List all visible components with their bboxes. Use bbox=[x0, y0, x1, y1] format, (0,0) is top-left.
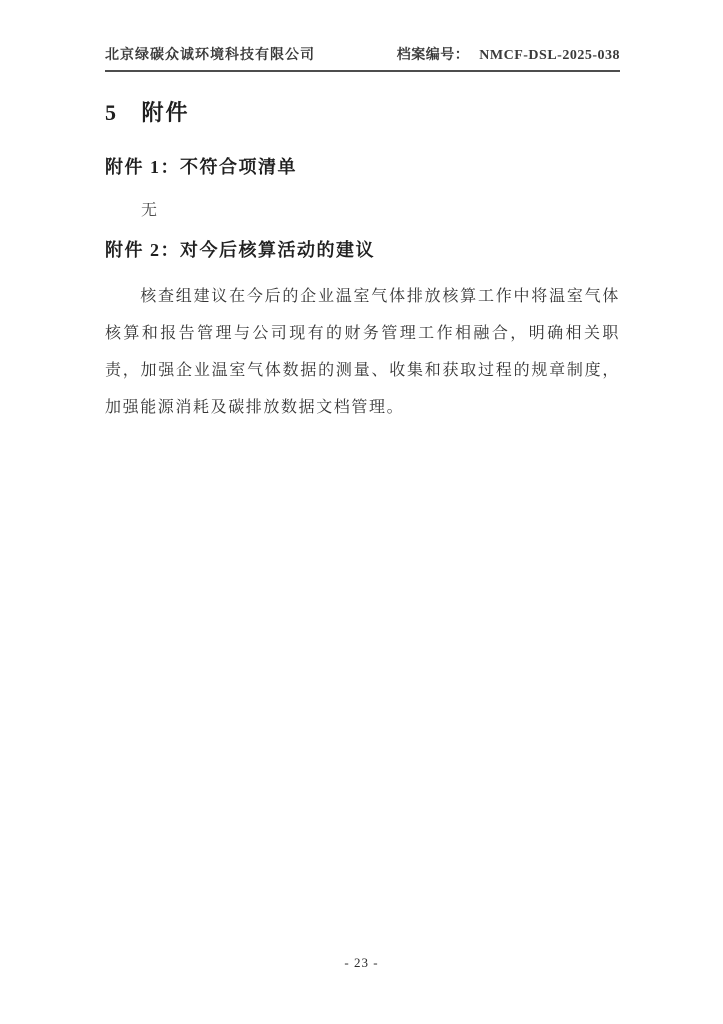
attachment2-body: 核查组建议在今后的企业温室气体排放核算工作中将温室气体核算和报告管理与公司现有的财务管理工作相融合，明确相关职责，加强企业温室气体数据的测量、收集和获取过程的规章制度，加强能源消耗及碳排放数据文档管理。 bbox=[105, 288, 620, 416]
attachment1-heading: 附件 1：不符合项清单 bbox=[105, 157, 297, 177]
header-archive bbox=[397, 44, 620, 64]
archive-label: 档案编号： bbox=[396, 48, 470, 63]
archive-number: NMCF-DSL-2025-038 bbox=[479, 48, 620, 63]
page-number: - 23 - bbox=[344, 955, 379, 970]
attachment2-heading: 附件 2：对今后核算活动的建议 bbox=[105, 240, 375, 260]
section-heading bbox=[105, 96, 620, 127]
header-company-name: 北京绿碳众诚环境科技有限公司 bbox=[105, 48, 315, 63]
document-footer bbox=[0, 954, 723, 972]
attachment1-body: 无 bbox=[141, 202, 159, 219]
document-content bbox=[105, 96, 620, 426]
document-header bbox=[105, 44, 620, 72]
section-title: 附件 bbox=[141, 100, 190, 125]
section-number: 5 bbox=[105, 100, 116, 125]
